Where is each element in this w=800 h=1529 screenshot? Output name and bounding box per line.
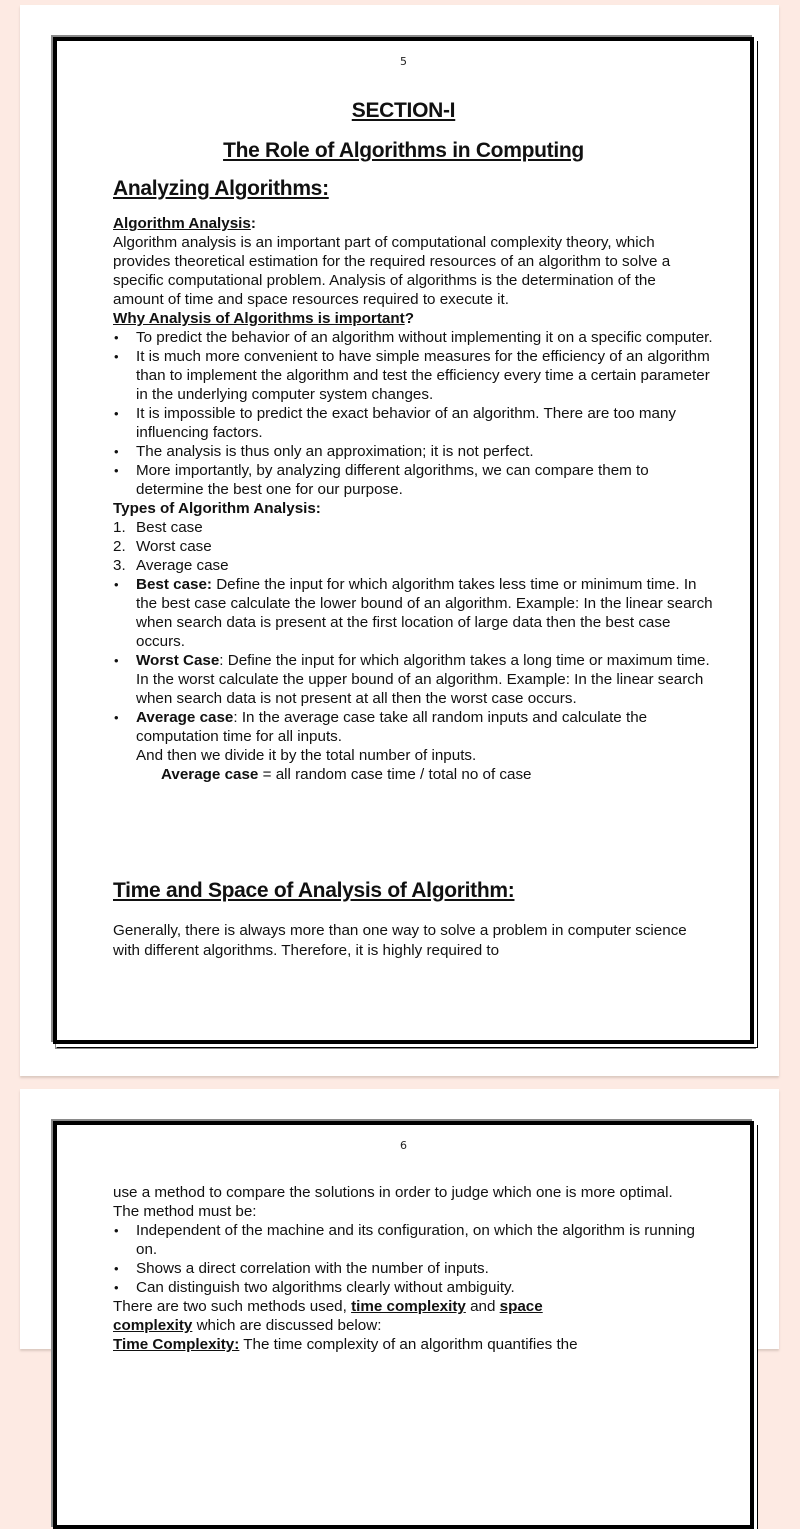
- heading-time-space-analysis: Time and Space of Analysis of Algorithm:: [113, 879, 515, 902]
- list-text: Best case: [136, 519, 203, 536]
- list-item: [113, 556, 713, 575]
- average-case-item: [113, 708, 713, 765]
- list-item: [113, 518, 713, 537]
- list-item: • Shows a direct correlation with the number of inputs.: [113, 1259, 713, 1278]
- section-title: SECTION-I: [351, 99, 456, 122]
- formula-term: Average case: [161, 766, 259, 783]
- term: Average case: [136, 709, 234, 726]
- why-important-heading: [113, 309, 713, 328]
- heading-analyzing-algorithms: Analyzing Algorithms:: [113, 177, 329, 200]
- algorithm-analysis-label-line: [113, 214, 713, 233]
- time-complexity-term: time complexity: [351, 1298, 466, 1315]
- document-page-6: [20, 1089, 779, 1353]
- best-case-item: [113, 575, 713, 651]
- body-content: [113, 214, 713, 784]
- list-item: [113, 537, 713, 556]
- worst-case-item: [113, 651, 713, 708]
- methods-paragraph: [113, 1297, 713, 1335]
- continued-paragraph: use a method to compare the solutions in order to judge which one is more optimal. The method must be:: [113, 1184, 673, 1220]
- why-important-list: [113, 328, 713, 499]
- time-complexity-paragraph: [113, 1335, 713, 1354]
- definition: : Define the input for which algorithm takes a long time or maximum time. In the worst calculate the upper bound of an algorithm. Example: In the linear search when search data is not present at all then the worst case occurs.: [136, 652, 710, 707]
- text: The time complexity of an algorithm quantifies the: [239, 1336, 578, 1353]
- intro-content: [113, 921, 713, 961]
- algorithm-analysis-paragraph: Algorithm analysis is an important part of computational complexity theory, which provides theoretical estimation for the required resources of an algorithm to solve a specific computational problem. Analysis of algorithms is the determination of the amount of time and space resources required to execute it.: [113, 234, 671, 308]
- list-number: 3.: [113, 557, 126, 574]
- text: which are discussed below:: [192, 1317, 382, 1334]
- list-text: Worst case: [136, 538, 212, 555]
- types-detail-list: [113, 575, 713, 765]
- list-number: 2.: [113, 538, 126, 555]
- page-border-frame: [53, 37, 754, 1044]
- definition: : In the average case take all random inputs and calculate the computation time for all inputs.: [136, 709, 648, 745]
- algorithm-analysis-label: Algorithm Analysis: [113, 215, 251, 232]
- list-item: • Independent of the machine and its configuration, on which the algorithm is running on.: [113, 1221, 713, 1259]
- page-number: 5: [400, 55, 407, 68]
- page-border-frame: [53, 1121, 754, 1529]
- types-heading: Types of Algorithm Analysis:: [113, 500, 321, 517]
- body-content: [113, 1183, 713, 1354]
- term: Best case:: [136, 576, 212, 593]
- types-numbered-list: [113, 518, 713, 575]
- definition-extra: And then we divide it by the total number of inputs.: [136, 747, 477, 764]
- time-complexity-label: Time Complexity:: [113, 1336, 240, 1353]
- formula-text: = all random case time / total no of case: [258, 766, 532, 783]
- page-number: 6: [400, 1139, 407, 1152]
- chapter-title: The Role of Algorithms in Computing: [223, 139, 584, 162]
- why-important-label: Why Analysis of Algorithms is important: [113, 310, 405, 327]
- list-text: Average case: [136, 557, 229, 574]
- space-complexity-term: space complexity: [113, 1298, 543, 1334]
- term: Worst Case: [136, 652, 220, 669]
- list-item: • To predict the behavior of an algorithm without implementing it on a specific computer.: [113, 328, 713, 347]
- text: There are two such methods used,: [113, 1298, 352, 1315]
- definition: Define the input for which algorithm takes less time or minimum time. In the best case calculate the lower bound of an algorithm. Example: In the linear search when search data is present at the first location of large data then the best case occurs.: [136, 576, 713, 650]
- text: and: [465, 1298, 500, 1315]
- method-criteria-list: [113, 1221, 713, 1297]
- list-item: • It is much more convenient to have simple measures for the efficiency of an algorithm than to implement the algorithm and test the efficiency every time a certain parameter in the underlying computer system changes.: [113, 347, 713, 404]
- list-item: • It is impossible to predict the exact behavior of an algorithm. There are too many influencing factors.: [113, 404, 713, 442]
- question-mark: ?: [404, 310, 414, 327]
- average-case-formula: [113, 765, 713, 784]
- list-item: • More importantly, by analyzing different algorithms, we can compare them to determine the best one for our purpose.: [113, 461, 713, 499]
- list-number: 1.: [113, 519, 126, 536]
- intro-paragraph: Generally, there is always more than one way to solve a problem in computer science with different algorithms. Therefore, it is highly required to: [113, 922, 687, 959]
- document-page-5: [20, 5, 779, 1076]
- list-item: • The analysis is thus only an approximation; it is not perfect.: [113, 442, 713, 461]
- list-item: • Can distinguish two algorithms clearly without ambiguity.: [113, 1278, 713, 1297]
- colon: :: [250, 215, 256, 232]
